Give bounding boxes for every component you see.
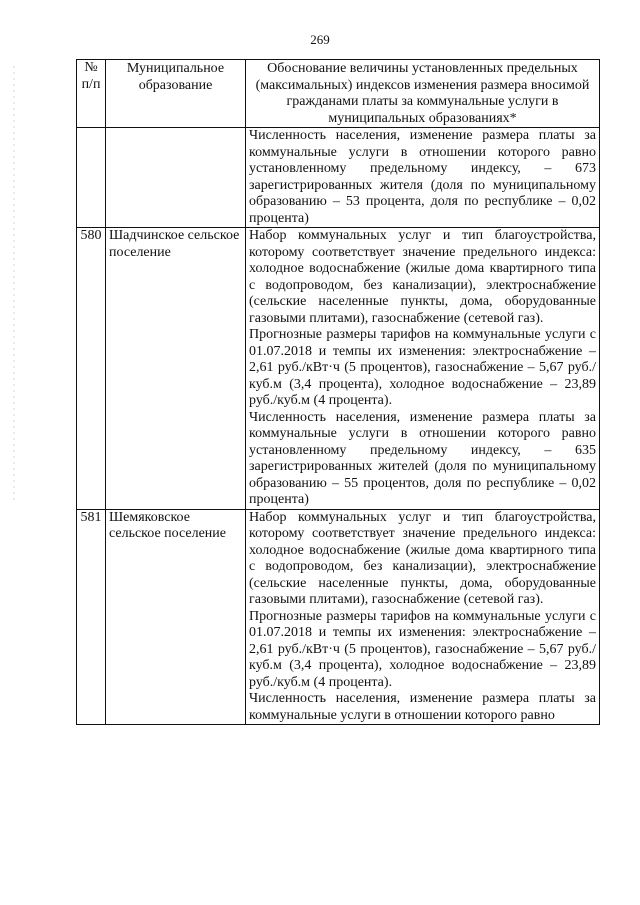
justification-paragraph: Численность населения, изменение размера платы за коммунальные услуги в отношении которого равно [249, 691, 596, 723]
row-num: 581 [77, 509, 106, 725]
header-justification: Обоснование величины установленных предельных (максимальных) индексов изменения размера вносимой гражданами платы за коммунальные услуги в муниципальных образованиях* [246, 60, 600, 128]
justification-paragraph: Набор коммунальных услуг и тип благоустройства, которому соответствует значение предельного индекса: холодное водоснабжение (жилые дома квартирного типа с водопроводом, без канализации), электроснабжение (сельские населенные пункты, дома, оборудованные газовыми плитами), газоснабжение (сетевой газ). [249, 509, 596, 607]
row-num [77, 128, 106, 228]
row-justification [246, 128, 600, 228]
row-municipality: Шадчинское сельское поселение [106, 228, 246, 510]
header-municipality: Муниципальное образование [106, 60, 246, 128]
row-municipality [106, 128, 246, 228]
justification-paragraph: Прогнозные размеры тарифов на коммунальные услуги с 01.07.2018 и темпы их изменения: электроснабжение – 2,61 руб./кВт·ч (5 процентов), газоснабжение – 5,67 руб./куб.м (3,4 процента), холодное водоснабжение – 23,89 руб./куб.м (4 процента). [249, 327, 596, 408]
table-row [77, 509, 600, 725]
justification-paragraph: Прогнозные размеры тарифов на коммунальные услуги с 01.07.2018 и темпы их изменения: электроснабжение – 2,61 руб./кВт·ч (5 процентов), газоснабжение – 5,67 руб./куб.м (3,4 процента), холодное водоснабжение – 23,89 руб./куб.м (4 процента). [249, 608, 596, 690]
row-num: 580 [77, 228, 106, 510]
indices-table [76, 59, 600, 725]
row-justification [246, 509, 600, 725]
justification-paragraph: Набор коммунальных услуг и тип благоустройства, которому соответствует значение предельного индекса: холодное водоснабжение (жилые дома квартирного типа с водопроводом, без канализации), электроснабжение (сельские населенные пункты, дома, оборудованные газовыми плитами), газоснабжение (сетевой газ). [249, 228, 596, 326]
table-header-row [77, 60, 600, 128]
justification-paragraph: Численность населения, изменение размера платы за коммунальные услуги в отношении которого равно установленному предельному индексу, – 673 зарегистрированных жителя (доля по муниципальному образованию – 53 процента, доля по республике – 0,02 процента) [249, 128, 596, 226]
page-number: 269 [310, 32, 330, 47]
justification-paragraph: Численность населения, изменение размера платы за коммунальные услуги в отношении которого равно установленному предельному индексу, – 635 зарегистрированных жителей (доля по муниципальному образованию – 55 процентов, доля по республике – 0,02 процента) [249, 409, 596, 507]
table-row [77, 128, 600, 228]
scan-edge-dots [13, 64, 15, 504]
table-row [77, 228, 600, 510]
row-justification [246, 228, 600, 510]
row-municipality: Шемяковское сельское поселение [106, 509, 246, 725]
header-num: № п/п [77, 60, 106, 128]
